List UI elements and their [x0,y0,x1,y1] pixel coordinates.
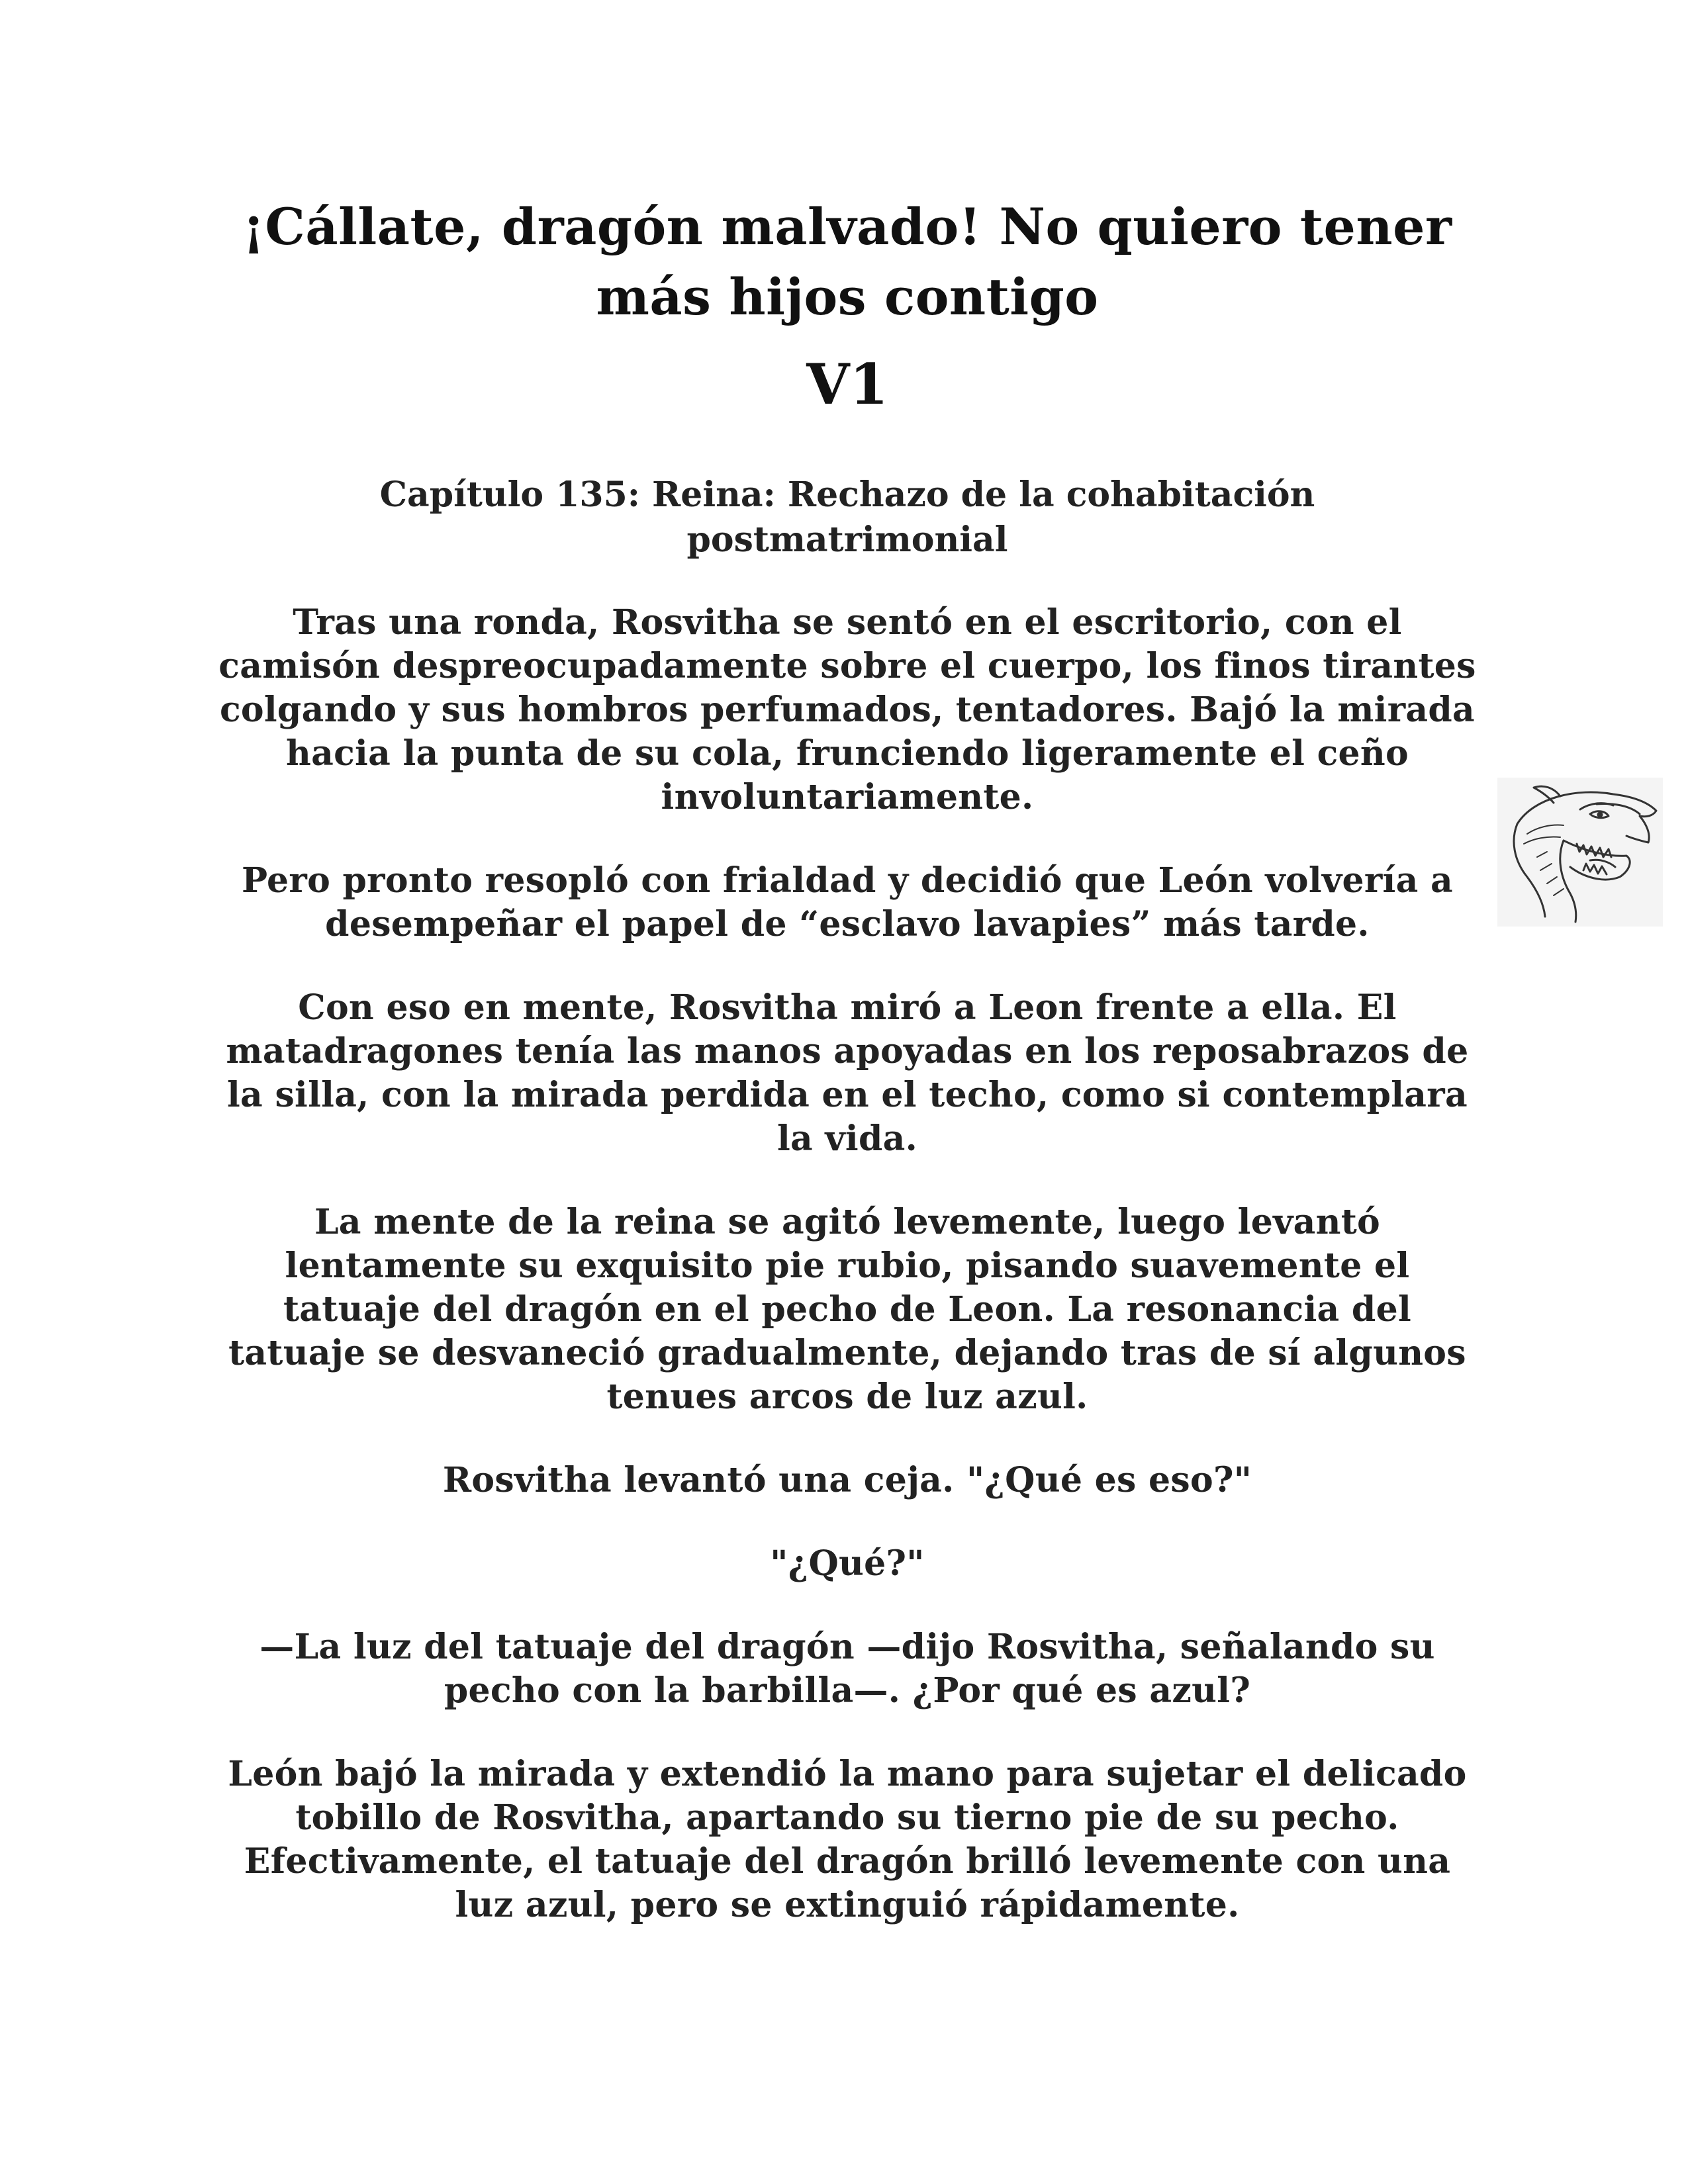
title-line-2: más hijos contigo [596,267,1099,326]
document-page [218,192,1476,1967]
paragraph-4: La mente de la reina se agitó levemente, luego levantó lentamente su exquisito pie rubio, pisando suavemente el tatuaje del dragón en el pecho de Leon. La resonancia del tatuaje se desvaneció gradualmente, dejando tras de sí algunos tenues arcos de luz azul. [228,1202,1466,1417]
document-title [218,192,1476,332]
paragraph-2: Pero pronto resopló con frialdad y decidió que León volvería a desempeñar el papel de “esclavo lavapies” más tarde. [242,860,1453,944]
dragon-head-sketch-icon [1497,778,1663,927]
paragraph-6: "¿Qué?" [770,1543,925,1584]
paragraph-8: León bajó la mirada y extendió la mano para sujetar el delicado tobillo de Rosvitha, apartando su tierno pie de su pecho. Efectivamente, el tatuaje del dragón brilló levemente con una luz azul, pero se extinguió rápidamente. [228,1754,1467,1925]
chapter-heading [218,473,1476,563]
paragraph-3: Con eso en mente, Rosvitha miró a Leon frente a ella. El matadragones tenía las manos apoyadas en los reposabrazos de la silla, con la mirada perdida en el techo, como si contemplara la vida. [226,987,1469,1159]
volume-label: V1 [806,351,888,417]
chapter-line-2: postmatrimonial [686,520,1008,560]
chapter-line-1: Capítulo 135: Reina: Rechazo de la cohabitación [379,475,1315,515]
paragraph-1: Tras una ronda, Rosvitha se sentó en el escritorio, con el camisón despreocupadamente sobre el cuerpo, los finos tirantes colgando y sus hombros perfumados, tentadores. Bajó la mirada hacia la punta de su cola, frunciendo ligeramente el ceño involuntariamente. [218,602,1476,817]
paragraph-5: Rosvitha levantó una ceja. "¿Qué es eso?" [442,1460,1252,1500]
title-line-1: ¡Cállate, dragón malvado! No quiero tener [242,197,1452,256]
paragraph-7: —La luz del tatuaje del dragón —dijo Rosvitha, señalando su pecho con la barbilla—. ¿Por qué es azul? [259,1627,1435,1711]
